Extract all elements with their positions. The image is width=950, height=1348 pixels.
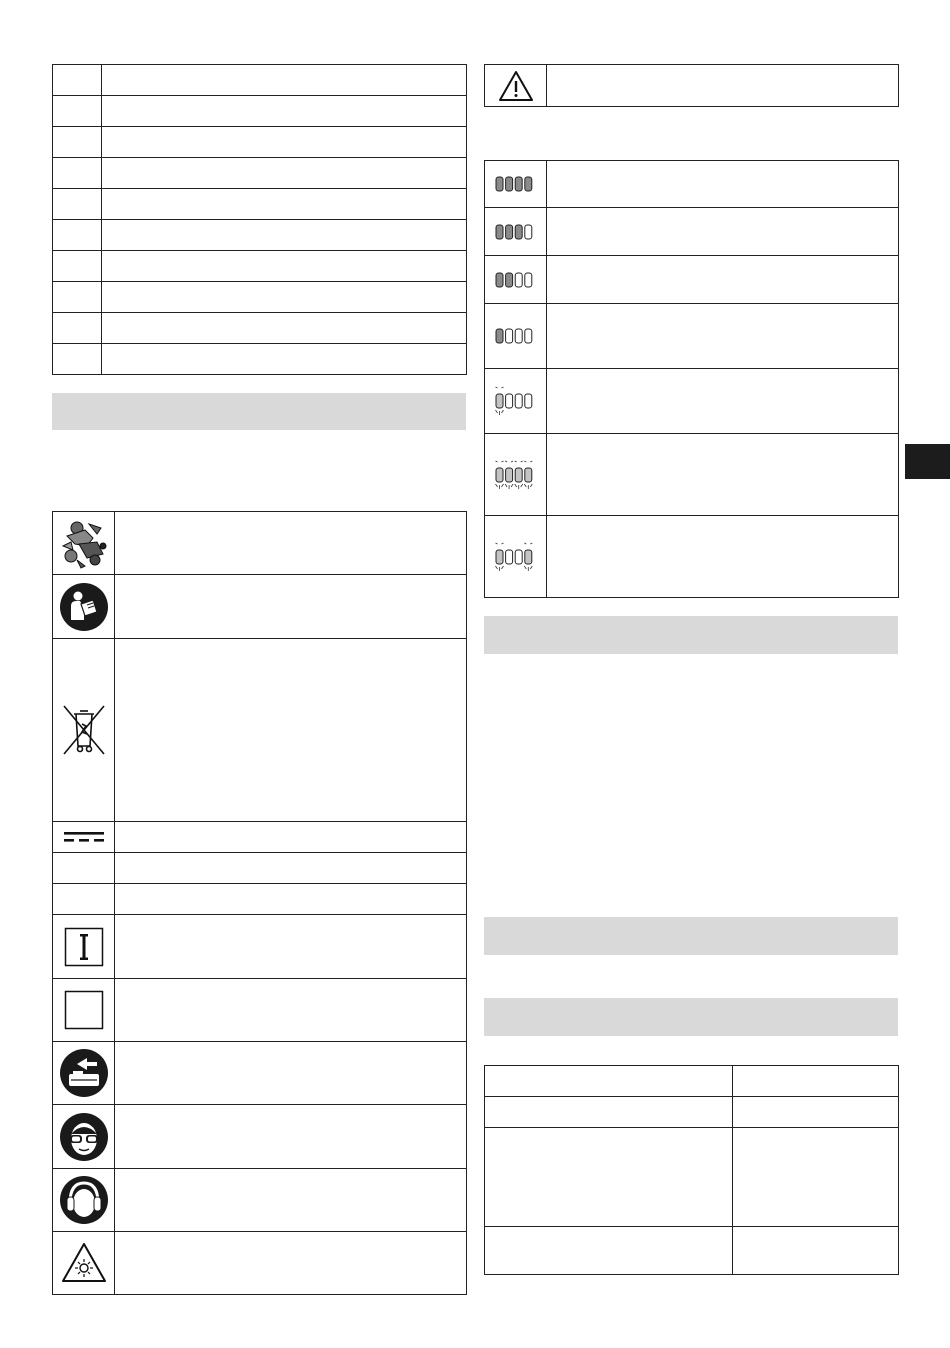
blink-ray (501, 484, 503, 487)
indicator-cell (485, 161, 547, 208)
read-manual-icon (53, 582, 114, 632)
row-number-cell (53, 344, 102, 375)
symbol-cell (53, 1169, 115, 1232)
indicator-segment (505, 550, 512, 564)
blink-ray (524, 484, 526, 487)
battery-2-bars-icon (485, 263, 546, 297)
spec-value-cell (733, 1227, 899, 1275)
blink-ray (495, 484, 497, 487)
indicator-segment (505, 394, 512, 408)
indicator-text-cell (547, 369, 899, 434)
battery-3-bars-icon (485, 215, 546, 249)
indicator-segment (524, 550, 531, 564)
blink-ray (511, 484, 513, 487)
indicator-segment (524, 225, 531, 239)
indicator-segment (505, 273, 512, 287)
blink-ray (530, 484, 532, 487)
battery-1-bar-icon (485, 319, 546, 353)
indicator-segment (496, 177, 503, 191)
blink-ray (530, 566, 532, 569)
row-text-cell (102, 65, 467, 96)
symbol-cell (53, 1042, 115, 1105)
row-number-cell (53, 96, 102, 127)
warning-triangle-icon (485, 70, 546, 102)
symbol-cell (53, 639, 115, 822)
indicator-text-cell (547, 304, 899, 369)
blink-ray (530, 461, 532, 462)
row-number-cell (53, 251, 102, 282)
blink-ray (495, 410, 497, 413)
indicator-segment (524, 329, 531, 343)
blink-ray (520, 461, 522, 462)
symbol-text-cell (115, 1169, 467, 1232)
spec-label-cell (485, 1227, 733, 1275)
spec-label-cell (485, 1066, 733, 1097)
indicator-text-cell (547, 516, 899, 598)
row-text-cell (102, 344, 467, 375)
blink-ray (495, 387, 497, 388)
symbol-cell (53, 1232, 115, 1295)
battery-indicator-table (484, 160, 899, 598)
indicator-segment (496, 273, 503, 287)
battery-ends-blinking-icon (485, 540, 546, 574)
symbol-text-cell (115, 915, 467, 979)
numbered-parts-table (52, 64, 467, 375)
row-number-cell (53, 313, 102, 344)
symbol-text-cell (115, 979, 467, 1042)
row-number-cell (53, 189, 102, 220)
indicator-cell (485, 304, 547, 369)
row-text-cell (102, 127, 467, 158)
spec-table (484, 1065, 899, 1275)
blink-ray (501, 566, 503, 569)
blink-ray (501, 410, 503, 413)
eye-protection-icon (53, 1112, 114, 1162)
symbol-text-cell (115, 822, 467, 853)
symbol-cell (53, 853, 115, 884)
chapter-tab-marker (905, 444, 950, 479)
symbol-text-cell (115, 1105, 467, 1169)
indicator-segment (524, 177, 531, 191)
row-text-cell (102, 313, 467, 344)
blink-ray (495, 566, 497, 569)
indicator-text-cell (547, 256, 899, 304)
indicator-segment (515, 394, 522, 408)
symbol-cell (53, 979, 115, 1042)
symbol-text-cell (115, 1042, 467, 1105)
class-indicator-icon (53, 927, 114, 967)
indicator-cell (485, 369, 547, 434)
indicator-segment (515, 550, 522, 564)
indicator-segment (505, 177, 512, 191)
row-number-cell (53, 127, 102, 158)
row-text-cell (102, 189, 467, 220)
blink-ray (501, 387, 503, 388)
row-number-cell (53, 65, 102, 96)
indicator-segment (515, 177, 522, 191)
row-text-cell (102, 251, 467, 282)
section-heading-bar (52, 393, 466, 430)
indicator-text-cell (547, 161, 899, 208)
indicator-cell (485, 516, 547, 598)
section-heading-bar (484, 917, 898, 955)
indicator-segment (515, 468, 522, 482)
blink-ray (524, 566, 526, 569)
indicator-segment (505, 468, 512, 482)
blink-ray (511, 461, 513, 462)
blink-ray (501, 461, 503, 462)
indicator-segment (515, 225, 522, 239)
row-text-cell (102, 220, 467, 251)
direct-current-icon (53, 830, 114, 844)
indicator-segment (505, 225, 512, 239)
remove-battery-icon (53, 1048, 114, 1098)
blink-ray (520, 484, 522, 487)
row-text-cell (102, 96, 467, 127)
battery-all-blinking-icon (485, 458, 546, 492)
symbol-text-cell (115, 575, 467, 639)
warning-table (484, 64, 899, 107)
ear-protection-icon (53, 1175, 114, 1225)
blink-ray (505, 461, 507, 462)
spec-value-cell (733, 1128, 899, 1227)
row-number-cell (53, 158, 102, 189)
indicator-segment (524, 273, 531, 287)
symbol-cell (53, 884, 115, 915)
light-radiation-warning-icon (53, 1241, 114, 1285)
blink-ray (524, 461, 526, 462)
indicator-segment (496, 329, 503, 343)
indicator-cell (485, 434, 547, 516)
indicator-segment (496, 394, 503, 408)
indicator-segment (496, 550, 503, 564)
blink-ray (524, 543, 526, 544)
blink-ray (495, 461, 497, 462)
section-heading-bar (484, 616, 898, 654)
blink-ray (495, 543, 497, 544)
crossed-out-bin-icon (53, 704, 114, 756)
indicator-segment (496, 225, 503, 239)
symbol-cell (53, 575, 115, 639)
blink-ray (514, 484, 516, 487)
symbol-text-cell (115, 512, 467, 575)
warning-icon-cell (485, 65, 547, 107)
indicator-segment (515, 329, 522, 343)
blink-ray (514, 461, 516, 462)
row-number-cell (53, 282, 102, 313)
indicator-segment (524, 394, 531, 408)
indicator-segment (524, 468, 531, 482)
symbol-text-cell (115, 639, 467, 822)
spec-label-cell (485, 1097, 733, 1128)
blink-ray (505, 484, 507, 487)
symbol-cell (53, 512, 115, 575)
tool-illustration-icon (53, 516, 114, 570)
warning-text-cell (547, 65, 899, 107)
indicator-cell (485, 208, 547, 256)
spec-value-cell (733, 1066, 899, 1097)
symbol-text-cell (115, 1232, 467, 1295)
row-text-cell (102, 282, 467, 313)
battery-4-bars-icon (485, 167, 546, 201)
symbol-cell (53, 915, 115, 979)
spec-label-cell (485, 1128, 733, 1227)
empty-square-icon (53, 990, 114, 1030)
symbol-text-cell (115, 884, 467, 915)
symbol-cell (53, 822, 115, 853)
symbol-cell (53, 1105, 115, 1169)
blink-ray (530, 543, 532, 544)
battery-1-blinking-icon (485, 384, 546, 418)
indicator-text-cell (547, 434, 899, 516)
blink-ray (501, 543, 503, 544)
indicator-segment (505, 329, 512, 343)
symbols-table (52, 511, 467, 1295)
indicator-cell (485, 256, 547, 304)
indicator-segment (515, 273, 522, 287)
indicator-segment (496, 468, 503, 482)
spec-value-cell (733, 1097, 899, 1128)
row-number-cell (53, 220, 102, 251)
indicator-text-cell (547, 208, 899, 256)
section-heading-bar (484, 998, 898, 1036)
symbol-text-cell (115, 853, 467, 884)
row-text-cell (102, 158, 467, 189)
